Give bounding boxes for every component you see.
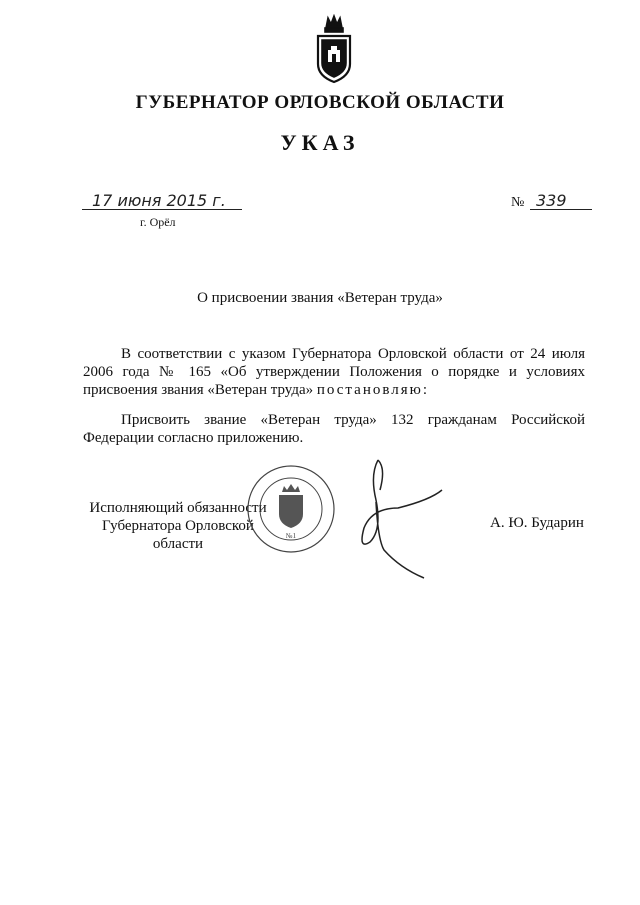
paragraph-award (83, 411, 585, 447)
paragraph-legal-basis-text: В соответствии с указом Губернатора Орловской области от 24 июля 2006 года № 165 «Об утверждении Положения о порядке и условиях присвоения звания «Ветеран труда» (83, 346, 585, 398)
handwritten-date: 17 июня 2015 г. (82, 193, 242, 210)
document-type-title: УКАЗ (280, 130, 360, 155)
official-seal-icon (246, 464, 336, 554)
city-label: г. Орёл (140, 215, 176, 229)
signatory-title-line2: Губернатора Орловской области (102, 518, 254, 552)
signatory-title-line1: Исполняющий обязанности (89, 500, 267, 516)
decree-word: постановляю: (316, 382, 429, 398)
coat-of-arms-icon (314, 14, 354, 86)
paragraph-legal-basis (83, 345, 585, 399)
seal-number: №1 (285, 532, 297, 540)
decree-subject: О присвоении звания «Ветеран труда» (197, 290, 443, 306)
handwritten-signature-icon (340, 450, 490, 590)
handwritten-number: 339 (530, 193, 592, 210)
signatory-title (83, 499, 273, 553)
paragraph-award-text: Присвоить звание «Ветеран труда» 132 гражданам Российской Федерации согласно приложению. (83, 412, 585, 446)
organization-title: ГУБЕРНАТОР ОРЛОВСКОЙ ОБЛАСТИ (135, 92, 505, 113)
signatory-name: А. Ю. Бударин (490, 515, 584, 531)
number-label: № (511, 195, 525, 210)
